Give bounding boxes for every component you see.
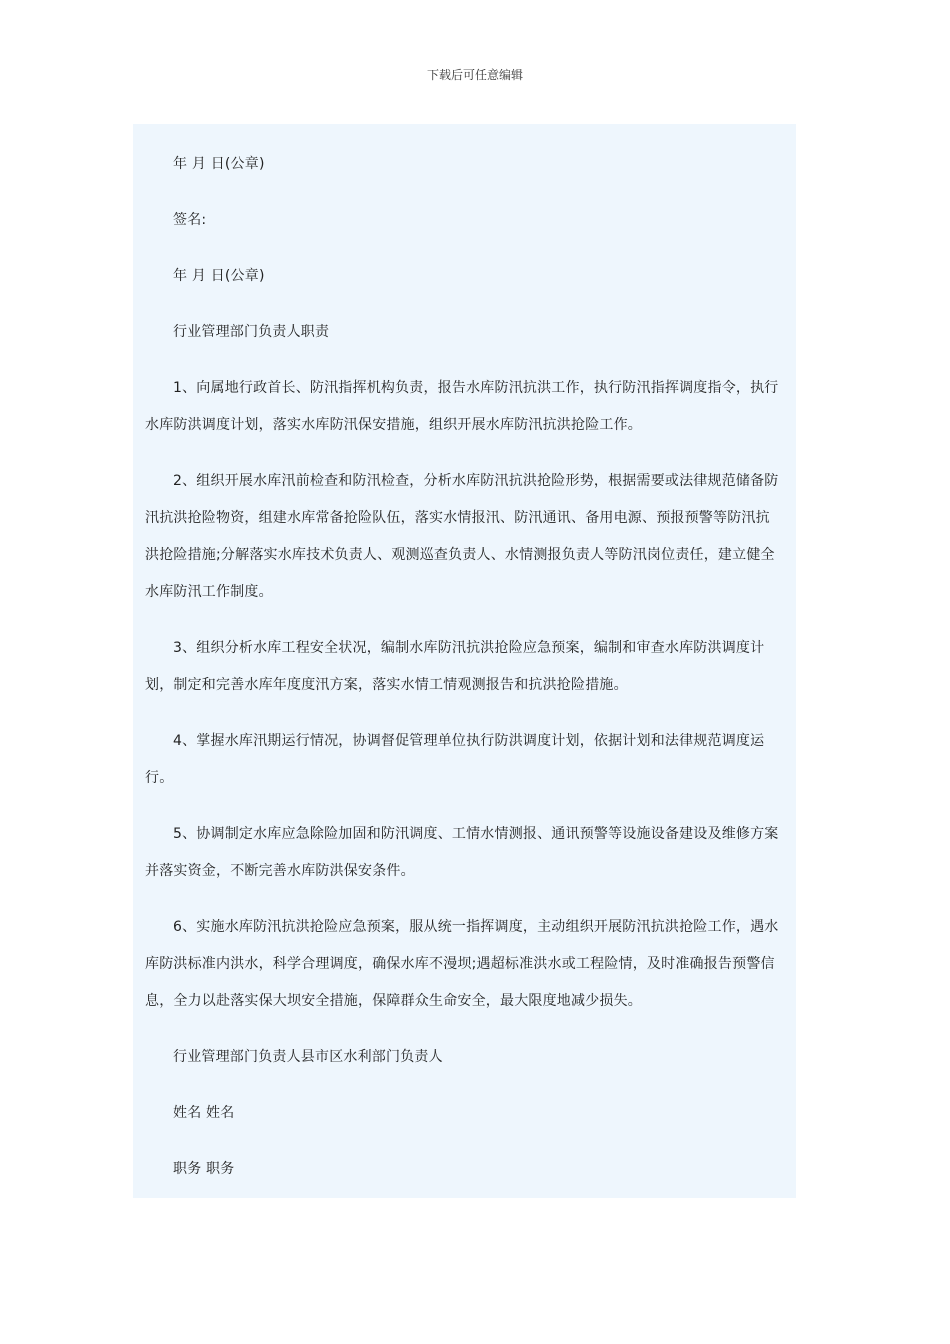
paragraph-section-title: 行业管理部门负责人职责 [173, 324, 330, 340]
paragraph-signature: 签名: [173, 212, 207, 228]
paragraph-duty-5: 5、协调制定水库应急除险加固和防汛调度、工情水情测报、通讯预警等设施设备建设及维修方案并落实资金，不断完善水库防洪保安条件。 [145, 826, 779, 879]
paragraph-position-field: 职务 职务 [173, 1161, 235, 1177]
paragraph-responsible-persons: 行业管理部门负责人县市区水利部门负责人 [173, 1049, 443, 1065]
page-header: 下载后可任意编辑 [426, 68, 523, 82]
paragraph-name-field: 姓名 姓名 [173, 1105, 235, 1121]
paragraph-duty-2: 2、组织开展水库汛前检查和防汛检查，分析水库防汛抗洪抢险形势，根据需要或法律规范储备防汛抗洪抢险物资，组建水库常备抢险队伍，落实水情报汛、防汛通讯、备用电源、预报预警等防汛抗洪抢险措施;分解落实水库技术负责人、观测巡查负责人、水情测报负责人等防汛岗位责任，建立健全水库防汛工作制度。 [145, 473, 779, 600]
paragraph-duty-6: 6、实施水库防汛抗洪抢险应急预案，服从统一指挥调度，主动组织开展防汛抗洪抢险工作，遇水库防洪标准内洪水，科学合理调度，确保水库不漫坝;遇超标准洪水或工程险情，及时准确报告预警信息，全力以赴落实保大坝安全措施，保障群众生命安全，最大限度地减少损失。 [145, 919, 779, 1009]
paragraph-duty-1: 1、向属地行政首长、防汛指挥机构负责，报告水库防汛抗洪工作，执行防汛指挥调度指令，执行水库防洪调度计划，落实水库防汛保安措施，组织开展水库防汛抗洪抢险工作。 [145, 380, 779, 433]
document-panel [133, 124, 796, 1198]
paragraph-duty-3: 3、组织分析水库工程安全状况，编制水库防汛抗洪抢险应急预案，编制和审查水库防洪调度计划，制定和完善水库年度度汛方案，落实水情工情观测报告和抗洪抢险措施。 [145, 640, 765, 693]
paragraph-date-seal-2: 年 月 日(公章) [173, 268, 265, 284]
paragraph-date-seal-1: 年 月 日(公章) [173, 156, 265, 172]
paragraph-duty-4: 4、掌握水库汛期运行情况，协调督促管理单位执行防洪调度计划，依据计划和法律规范调度运行。 [145, 733, 765, 786]
